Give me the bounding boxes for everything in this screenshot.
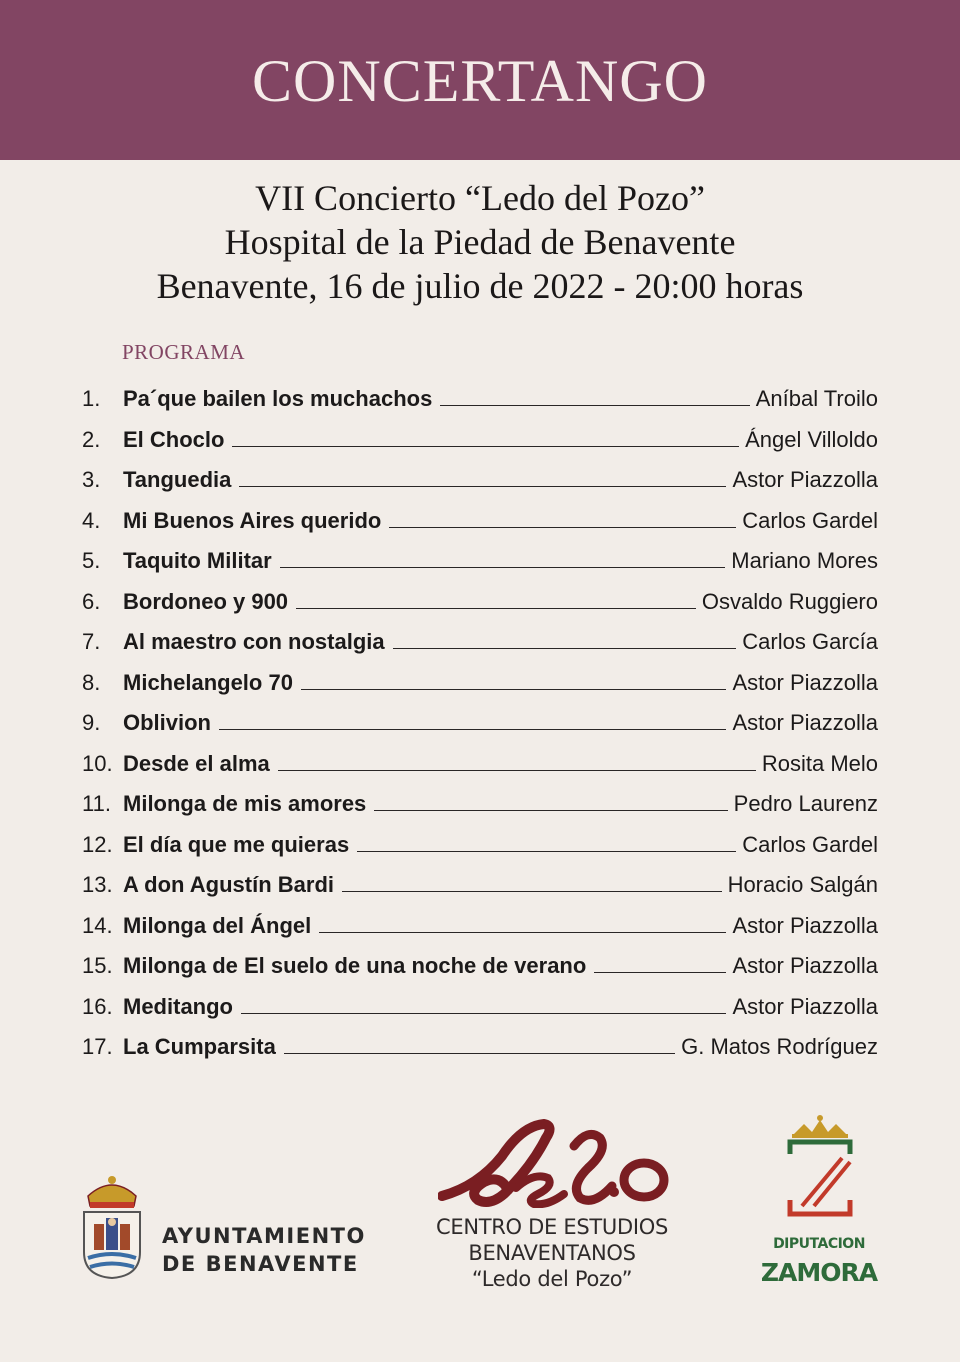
program-item-composer: Carlos Gardel bbox=[742, 831, 878, 857]
program-item-title: A don Agustín Bardi bbox=[123, 872, 335, 897]
program-item bbox=[82, 384, 878, 414]
program-item bbox=[82, 749, 878, 779]
dotted-leader-line bbox=[440, 404, 749, 406]
program-item bbox=[82, 668, 878, 698]
program-item-composer: Horacio Salgán bbox=[727, 872, 878, 897]
dotted-leader-line bbox=[342, 890, 722, 892]
diputacion-zamora-logo-icon bbox=[784, 1114, 856, 1222]
program-item-number: 9. bbox=[82, 710, 101, 735]
program-item bbox=[82, 992, 878, 1022]
program-item-title: Bordoneo y 900 bbox=[123, 588, 289, 614]
program-heading: PROGRAMA bbox=[122, 340, 246, 364]
dotted-leader-line bbox=[241, 1012, 726, 1014]
program-item-title: Milonga del Ángel bbox=[123, 912, 312, 938]
program-item bbox=[82, 465, 878, 495]
program-item-number: 5. bbox=[82, 548, 101, 573]
program-item-number: 12. bbox=[82, 831, 113, 857]
dotted-leader-line bbox=[219, 728, 726, 730]
dotted-leader-line bbox=[278, 769, 756, 771]
program-item-composer: Carlos Gardel bbox=[742, 507, 878, 533]
program-item-composer: Rosita Melo bbox=[761, 750, 878, 776]
program-item bbox=[82, 1032, 878, 1062]
diputacion-label: DIPUTACION bbox=[773, 1236, 865, 1252]
program-item-number: 6. bbox=[82, 588, 101, 614]
program-item bbox=[82, 870, 878, 900]
program-item-number: 8. bbox=[82, 669, 101, 695]
program-item-composer: Astor Piazzolla bbox=[732, 912, 878, 938]
program-item bbox=[82, 587, 878, 617]
program-item-composer: Astor Piazzolla bbox=[732, 467, 878, 492]
program-item-title: Oblivion bbox=[123, 710, 211, 735]
program-item-composer: Pedro Laurenz bbox=[733, 791, 878, 816]
concert-title: CONCERTANGO bbox=[252, 48, 708, 114]
dotted-leader-line bbox=[389, 526, 736, 528]
event-venue: Hospital de la Piedad de Benavente bbox=[224, 222, 736, 262]
title-banner bbox=[0, 0, 960, 160]
dotted-leader-line bbox=[301, 688, 727, 690]
ayuntamiento-name: AYUNTAMIENTO DE BENAVENTE bbox=[162, 1224, 366, 1276]
program-item-title: Pa´que bailen los muchachos bbox=[123, 386, 433, 411]
centro-estudios-name: CENTRO DE ESTUDIOS BENAVENTANOS “Ledo del Pozo” bbox=[436, 1215, 668, 1291]
program-item-title: El Choclo bbox=[123, 426, 225, 452]
event-name: VII Concierto “Ledo del Pozo” bbox=[255, 178, 705, 218]
program-item bbox=[82, 789, 878, 819]
program-item-composer: Aníbal Troilo bbox=[755, 386, 878, 411]
program-item-composer: Astor Piazzolla bbox=[732, 993, 878, 1019]
program-item-number: 15. bbox=[82, 953, 113, 978]
dotted-leader-line bbox=[594, 971, 726, 973]
program-item-title: La Cumparsita bbox=[123, 1034, 276, 1059]
program-item-title: Milonga de mis amores bbox=[123, 791, 367, 816]
program-item bbox=[82, 830, 878, 860]
program-item-number: 7. bbox=[82, 629, 101, 654]
program-item-composer: G. Matos Rodríguez bbox=[681, 1034, 878, 1059]
event-date-time: Benavente, 16 de julio de 2022 - 20:00 horas bbox=[156, 266, 804, 306]
program-item-number: 14. bbox=[82, 912, 113, 938]
dotted-leader-line bbox=[357, 850, 736, 852]
zamora-label: ZAMORA bbox=[760, 1258, 878, 1287]
dotted-leader-line bbox=[280, 566, 726, 568]
program-item-number: 4. bbox=[82, 507, 101, 533]
program-item-composer: Carlos García bbox=[742, 629, 878, 654]
program-item bbox=[82, 951, 878, 981]
program-item-number: 11. bbox=[82, 791, 111, 816]
program-item-number: 16. bbox=[82, 993, 113, 1019]
program-item bbox=[82, 506, 878, 536]
dotted-leader-line bbox=[319, 931, 726, 933]
program-item-title: Mi Buenos Aires querido bbox=[123, 507, 382, 533]
program-item-title: Taquito Militar bbox=[123, 548, 272, 573]
program-item-composer: Astor Piazzolla bbox=[732, 710, 878, 735]
program-item-number: 3. bbox=[82, 467, 101, 492]
program-item-title: Al maestro con nostalgia bbox=[123, 629, 385, 654]
program-item bbox=[82, 911, 878, 941]
ledo-signature-icon bbox=[438, 1116, 670, 1208]
program-item-title: Milonga de El suelo de una noche de verano bbox=[123, 953, 587, 978]
dotted-leader-line bbox=[284, 1052, 675, 1054]
program-item bbox=[82, 425, 878, 455]
program-item-number: 17. bbox=[82, 1034, 113, 1059]
benavente-coat-of-arms-icon bbox=[80, 1172, 144, 1282]
program-item-composer: Osvaldo Ruggiero bbox=[701, 588, 878, 614]
program-item bbox=[82, 627, 878, 657]
program-item-composer: Astor Piazzolla bbox=[732, 669, 878, 695]
program-item-title: Tanguedia bbox=[123, 467, 232, 492]
program-item-number: 2. bbox=[82, 426, 101, 452]
program-item bbox=[82, 708, 878, 738]
dotted-leader-line bbox=[374, 809, 727, 811]
program-item-composer: Mariano Mores bbox=[731, 548, 878, 573]
program-item-composer: Astor Piazzolla bbox=[732, 953, 878, 978]
program-item-number: 1. bbox=[82, 386, 101, 411]
program-item-composer: Ángel Villoldo bbox=[745, 426, 878, 452]
dotted-leader-line bbox=[393, 647, 737, 649]
program-item-title: Meditango bbox=[123, 993, 233, 1019]
program-item-number: 13. bbox=[82, 872, 113, 897]
program-item bbox=[82, 546, 878, 576]
program-item-title: Desde el alma bbox=[123, 750, 270, 776]
dotted-leader-line bbox=[296, 607, 696, 609]
program-item-title: El día que me quieras bbox=[123, 831, 350, 857]
dotted-leader-line bbox=[239, 485, 726, 487]
program-item-title: Michelangelo 70 bbox=[123, 669, 293, 695]
program-item-number: 10. bbox=[82, 750, 113, 776]
dotted-leader-line bbox=[232, 445, 739, 447]
